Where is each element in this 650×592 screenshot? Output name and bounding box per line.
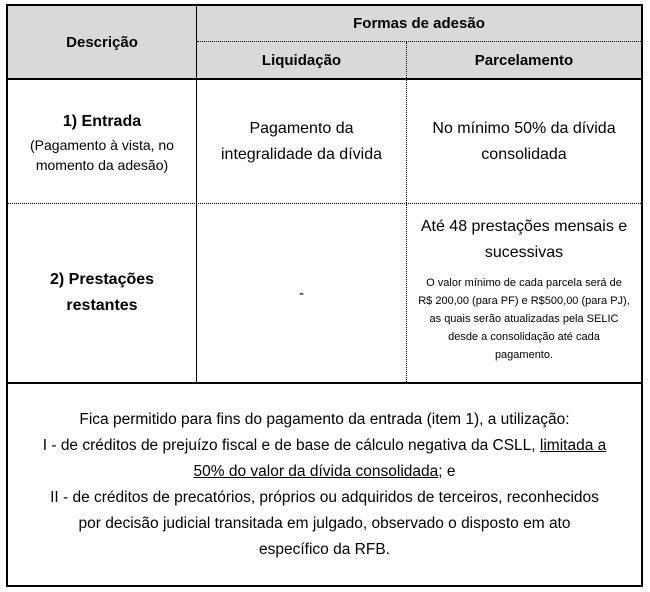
header-formas bbox=[197, 6, 641, 42]
row2-note-line1: O valor mínimo de cada parcela será de bbox=[426, 277, 622, 289]
row2-parcelamento bbox=[407, 204, 641, 382]
footer-note bbox=[8, 384, 641, 585]
row1-liquidacao bbox=[197, 80, 407, 203]
footer-line2-underlined: limitada a bbox=[539, 436, 607, 454]
footer-line1: Fica permitido para fins do pagamento da entrada (item 1), a utilização: bbox=[79, 410, 570, 428]
footer-line5: por decisão judicial transitada em julgado, observado o disposto em ato bbox=[78, 514, 571, 532]
adhesion-table bbox=[6, 4, 643, 587]
row2-descricao bbox=[8, 204, 197, 382]
row1-liquidacao-line1: Pagamento da bbox=[249, 119, 354, 137]
row1-title: 1) Entrada bbox=[62, 112, 142, 130]
footer-line2-text: I - de créditos de prejuízo fiscal e de base de cálculo negativa da CSLL, bbox=[42, 436, 540, 454]
footer-line3-text: ; e bbox=[438, 462, 456, 480]
row2-note-line5: pagamento. bbox=[494, 349, 554, 361]
footer-line2 bbox=[43, 433, 607, 459]
row1-parcelamento-line1: No mínimo 50% da dívida bbox=[432, 119, 616, 137]
footer-line3 bbox=[194, 459, 456, 485]
row2-liquidacao bbox=[197, 204, 407, 382]
header-parcelamento-label: Parcelamento bbox=[474, 51, 574, 69]
row2-note-line4: desde a consolidação até cada bbox=[448, 331, 600, 343]
row1-subtitle-1: (Pagamento à vista, no bbox=[30, 136, 174, 153]
row1-descricao bbox=[8, 80, 197, 203]
row2-note-line2: R$ 200,00 (para PF) e R$500,00 (para PJ), bbox=[418, 295, 630, 307]
header-liquidacao bbox=[197, 42, 407, 78]
header-parcelamento bbox=[407, 42, 641, 78]
row2-liquidacao-dash: - bbox=[299, 284, 304, 302]
row1-parcelamento-line2: consolidada bbox=[481, 145, 567, 163]
row1-parcelamento bbox=[407, 80, 641, 203]
header-descricao-label: Descrição bbox=[66, 33, 138, 51]
row2-title-2: restantes bbox=[66, 297, 138, 314]
row1-liquidacao-line2: integralidade da dívida bbox=[220, 145, 382, 163]
row2-parcelamento-main-2: sucessivas bbox=[484, 244, 564, 261]
row1-subtitle-2: momento da adesão) bbox=[35, 156, 169, 173]
header-liquidacao-label: Liquidação bbox=[261, 51, 342, 69]
header-formas-label: Formas de adesão bbox=[353, 15, 485, 32]
header-descricao bbox=[8, 6, 197, 78]
row2-title-1: 2) Prestações bbox=[49, 271, 155, 288]
footer-line6: específico da RFB. bbox=[259, 540, 390, 558]
row2-note-line3: as quais serão atualizadas pela SELIC bbox=[429, 313, 619, 325]
footer-line3-underlined: 50% do valor da dívida consolidada bbox=[193, 462, 439, 480]
footer-line4: II - de créditos de precatórios, próprios ou adquiridos de terceiros, reconhecidos bbox=[50, 488, 599, 506]
row2-parcelamento-main-1: Até 48 prestações mensais e bbox=[420, 218, 628, 235]
